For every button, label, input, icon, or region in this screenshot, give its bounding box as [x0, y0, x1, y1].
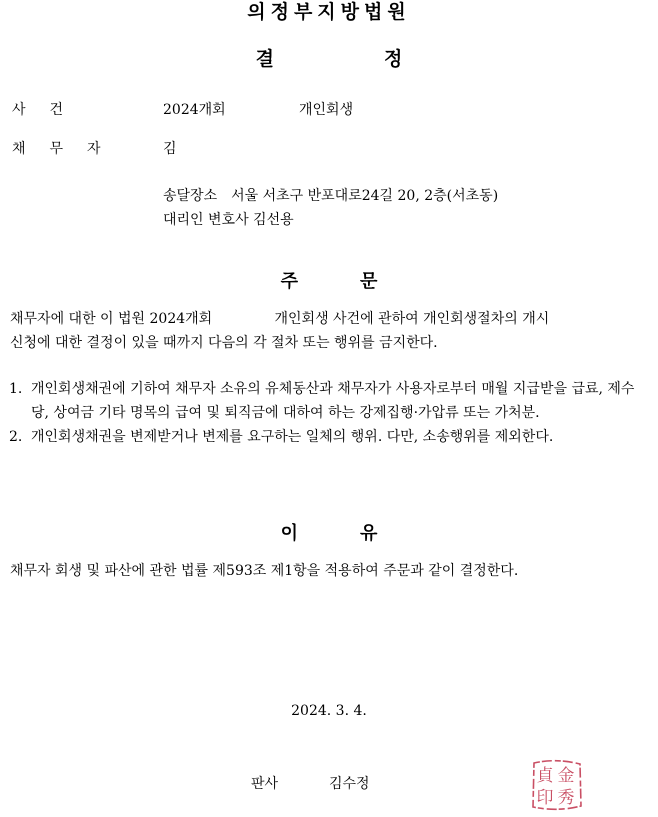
- document-title-part-1: 결: [255, 48, 274, 70]
- service-address-line: [163, 186, 498, 206]
- case-label: 사건: [12, 102, 88, 118]
- order-paragraph: [10, 307, 650, 355]
- judge-name: 김수정: [329, 776, 370, 792]
- svg-text:金: 金: [557, 766, 575, 786]
- service-label: 송달장소: [163, 188, 218, 204]
- debtor-name: 김: [163, 141, 177, 157]
- order-paragraph-line-2: 신청에 대한 결정이 있을 때까지 다음의 각 절차 또는 행위를 금지한다.: [10, 335, 438, 351]
- order-paragraph-line-1: 채무자에 대한 이 법원 2024개회 개인회생 사건에 관하여 개인회생절차의 개시: [10, 311, 550, 327]
- seal-icon: [528, 757, 586, 813]
- list-item-text: 개인회생채권에 기하여 채무자 소유의 유체동산과 채무자가 사용자로부터 매월 지급받을 급료, 제수당, 상여금 기타 명목의 급여 및 퇴직금에 대하여 하는 강제집행·가압류 또는 가처분.: [31, 381, 635, 421]
- reason-heading-part-2: 유: [360, 523, 378, 544]
- decision-date: 2024. 3. 4.: [291, 703, 367, 719]
- list-item-number: 1.: [9, 381, 23, 397]
- reason-text: 채무자 회생 및 파산에 관한 법률 제593조 제1항을 적용하여 주문과 같이 결정한다.: [10, 563, 519, 579]
- document-title: [0, 46, 658, 72]
- reason-heading-part-1: 이: [280, 523, 298, 544]
- list-item-number: 2.: [9, 429, 23, 445]
- order-heading-part-1: 주: [280, 271, 298, 292]
- svg-text:貞: 貞: [536, 766, 554, 786]
- debtor-label: 채무자: [12, 141, 125, 157]
- judge-title: 판사: [251, 776, 279, 792]
- service-address: 서울 서초구 반포대로24길 20, 2층(서초동): [231, 188, 499, 204]
- case-number: 2024개회: [163, 102, 226, 118]
- reason-heading: [0, 522, 658, 546]
- court-name: 의정부지방법원: [247, 1, 411, 23]
- case-type: 개인회생: [299, 102, 354, 118]
- svg-text:秀: 秀: [557, 788, 575, 808]
- order-heading-part-2: 문: [360, 271, 378, 292]
- list-item: [9, 425, 651, 449]
- order-heading: [0, 270, 658, 294]
- list-item-text: 개인회생채권을 변제받거나 변제를 요구하는 일체의 행위. 다만, 소송행위를 제외한다.: [31, 429, 554, 445]
- agent-line: 대리인 변호사 김선용: [163, 212, 294, 228]
- svg-text:印: 印: [536, 788, 554, 808]
- document-title-part-2: 정: [384, 48, 403, 70]
- order-items-list: [9, 377, 651, 449]
- list-item: [9, 377, 651, 425]
- judge-seal-stamp: [528, 757, 586, 813]
